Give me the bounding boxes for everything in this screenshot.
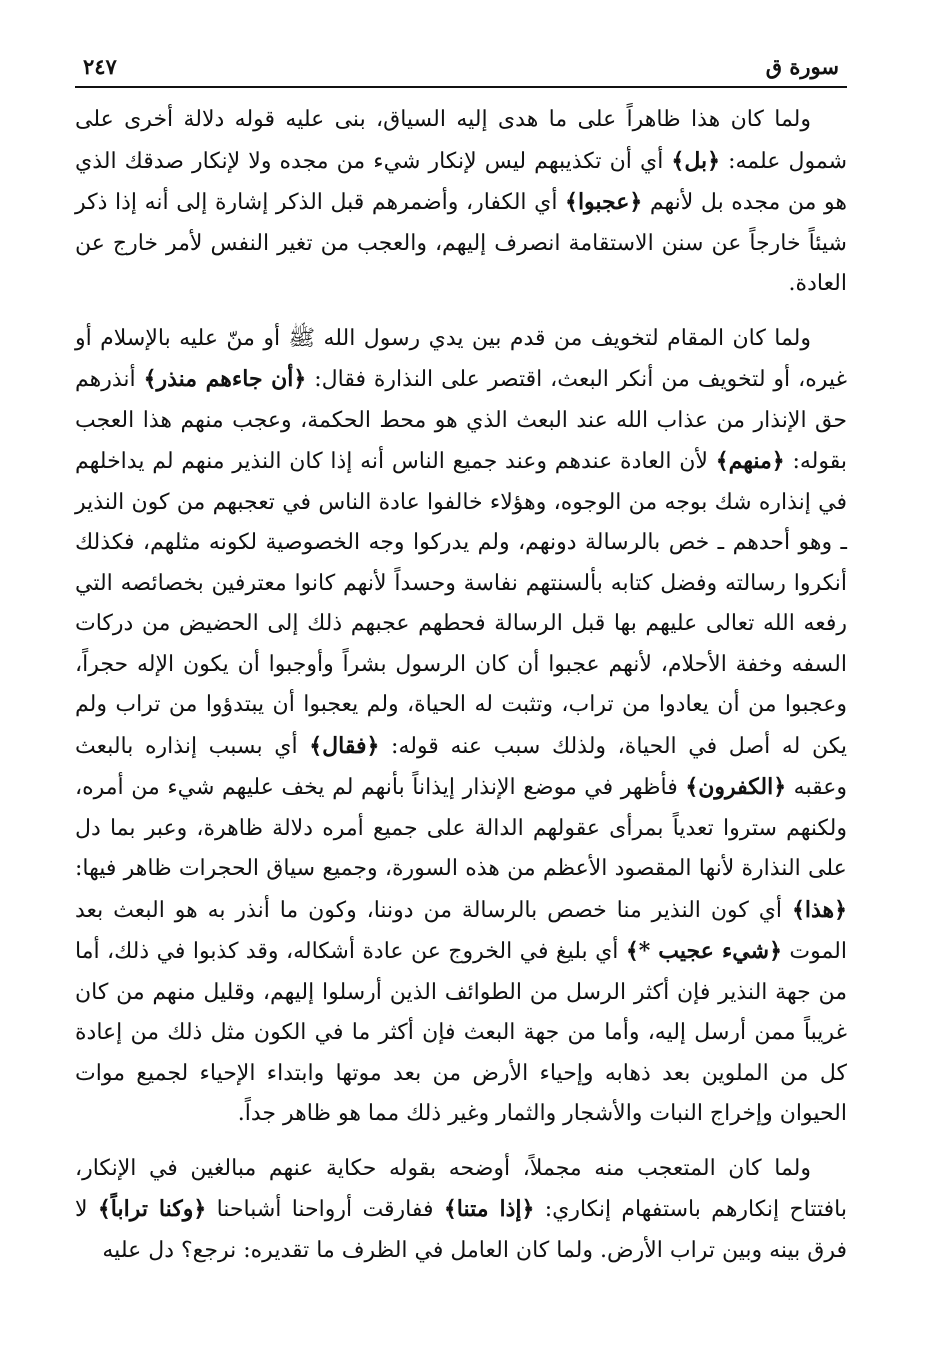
text-segment: فأظهر في موضع الإنذار إيذاناً بأنهم لم يخف عليهم شيء من أمره، ولكنهم ستروا تعدياً بمرأى عقولهم الدالة على جميع أمره دلالة ظاهرة، وعبر بما دل على النذارة لأنها المقصود الأعظم من هذه السورة، وجميع سياق الحجرات ظاهر فيها: (75, 775, 847, 881)
quran-quote: ﴿إذا متنا﴾ (443, 1196, 535, 1222)
running-header (75, 50, 847, 84)
header-rule (75, 86, 847, 88)
text-segment: ولما كان هذا ظاهراً على ما هدى إليه السياق، بنى عليه قوله دلالة أخرى على شمول علمه: (75, 107, 848, 174)
quran-quote: ﴿أن جاءهم منذر﴾ (143, 366, 307, 392)
text-segment: أي الكفار، وأضمرهم قبل الذكر إشارة إلى أنه إذا ذكر شيئاً خارجاً عن سنن الاستقامة انصرف إليهم، والعجب من تغير النفس لأمر خارج عن العادة. (75, 190, 847, 296)
text-segment: ولما كان المقام لتخويف من قدم بين يدي رسول الله ﷺ أو منّ عليه بالإسلام أو غيره، أو لتخويف من أنكر البعث، اقتصر على النذارة فقال: (75, 325, 847, 392)
quran-quote: ﴿وكنا تراباً﴾ (97, 1196, 207, 1222)
paragraph-1 (75, 100, 847, 305)
quran-quote: ﴿هذا﴾ (791, 896, 847, 923)
text-segment: لأن العادة عندهم وعند جميع الناس أنه إذا كان النذير منهم لم يداخلهم في إنذاره شك بوجه من الوجوه، وهؤلاء خالفوا عادة الناس في تعجبهم من كون النذير ـ وهو أحدهم ـ خص بالرسالة دونهم، ولم يدركوا وجه الخصوصية لكونه مثلهم، فكذلك أنكروا رسالته وفضل كتابه بألسنتهم نفاسة وحسداً لأنهم كانوا معترفين بخصائصه التي رفعه الله تعالى عليهم بها قبل الرسالة فحطهم عجبهم ذلك إلى الحضيض من دركات السفه وخفة الأحلام، لأنهم عجبوا أن كان الرسول بشراً وأوجبوا أن يكون الإله حجراً، وعجبوا من أن يعادوا من تراب، وتثبت له الحياة، ولم يعجبوا أن يبتدؤوا من تراب ولم يكن له أصل في الحياة، ولذلك سبب عنه قوله: (75, 449, 848, 759)
quran-quote: ﴿الكفرون﴾ (685, 774, 787, 800)
text-segment: أي كون النذير منا خصص بالرسالة من دوننا، وكون ما أنذر به هو البعث بعد الموت (75, 897, 847, 964)
text-segment: ولما كان المتعجب منه مجملاً، أوضحه بقوله حكاية عنهم مبالغين في الإنكار، بافتتاح إنكارهم باستفهام إنكاري: (75, 1155, 847, 1222)
book-page (75, 50, 847, 1271)
quran-quote: ﴿بل﴾ (671, 147, 720, 174)
text-segment: أي بليغ في الخروج عن عادة أشكاله، وقد كذبوا في ذلك، أما من جهة النذير فإن أكثر الرسل من الطوائف الذين أرسلوا إليهم، وقليل منهم من كان غريباً ممن أرسل إليه، وأما من جهة البعث فإن أكثر ما في الكون مثل ذلك من إعادة كل من الملوين بعد ذهابه وإحياء الأرض من بعد موتها وابتداء الإحياء لجميع موات الحيوان وإخراج النبات والأشجار والثمار وغير ذلك مما هو ظاهر جداً. (75, 939, 847, 1126)
quran-quote: ﴿شيء عجيب *﴾ (625, 938, 782, 964)
body-text (75, 100, 847, 1271)
text-segment: ففارقت أرواحنا أشباحنا (206, 1197, 434, 1222)
paragraph-3 (75, 1149, 847, 1272)
page-number: ٢٤٧ (83, 54, 117, 79)
quran-quote: ﴿عجبوا﴾ (565, 189, 643, 215)
text-segment: أي بسبب إنذاره بالبعث وعقبه (75, 733, 847, 800)
text-segment: لا فرق بينه وبين تراب الأرض. ولما كان العامل في الظرف ما تقديره: نرجع؟ دل عليه (75, 1197, 847, 1263)
surah-title: سورة ق (765, 54, 839, 79)
quran-quote: ﴿منهم﴾ (715, 448, 785, 474)
text-segment: أنذرهم حق الإنذار من عذاب الله عند البعث الذي هو محط الحكمة، وعجب منهم هذا العجب بقوله: (75, 367, 847, 474)
paragraph-2 (75, 319, 847, 1135)
quran-quote: ﴿فقال﴾ (309, 732, 380, 759)
text-segment: أي أن تكذيبهم ليس لإنكار شيء من مجده ولا لإنكار صدقك الذي هو من مجده بل لأنهم (75, 148, 847, 215)
